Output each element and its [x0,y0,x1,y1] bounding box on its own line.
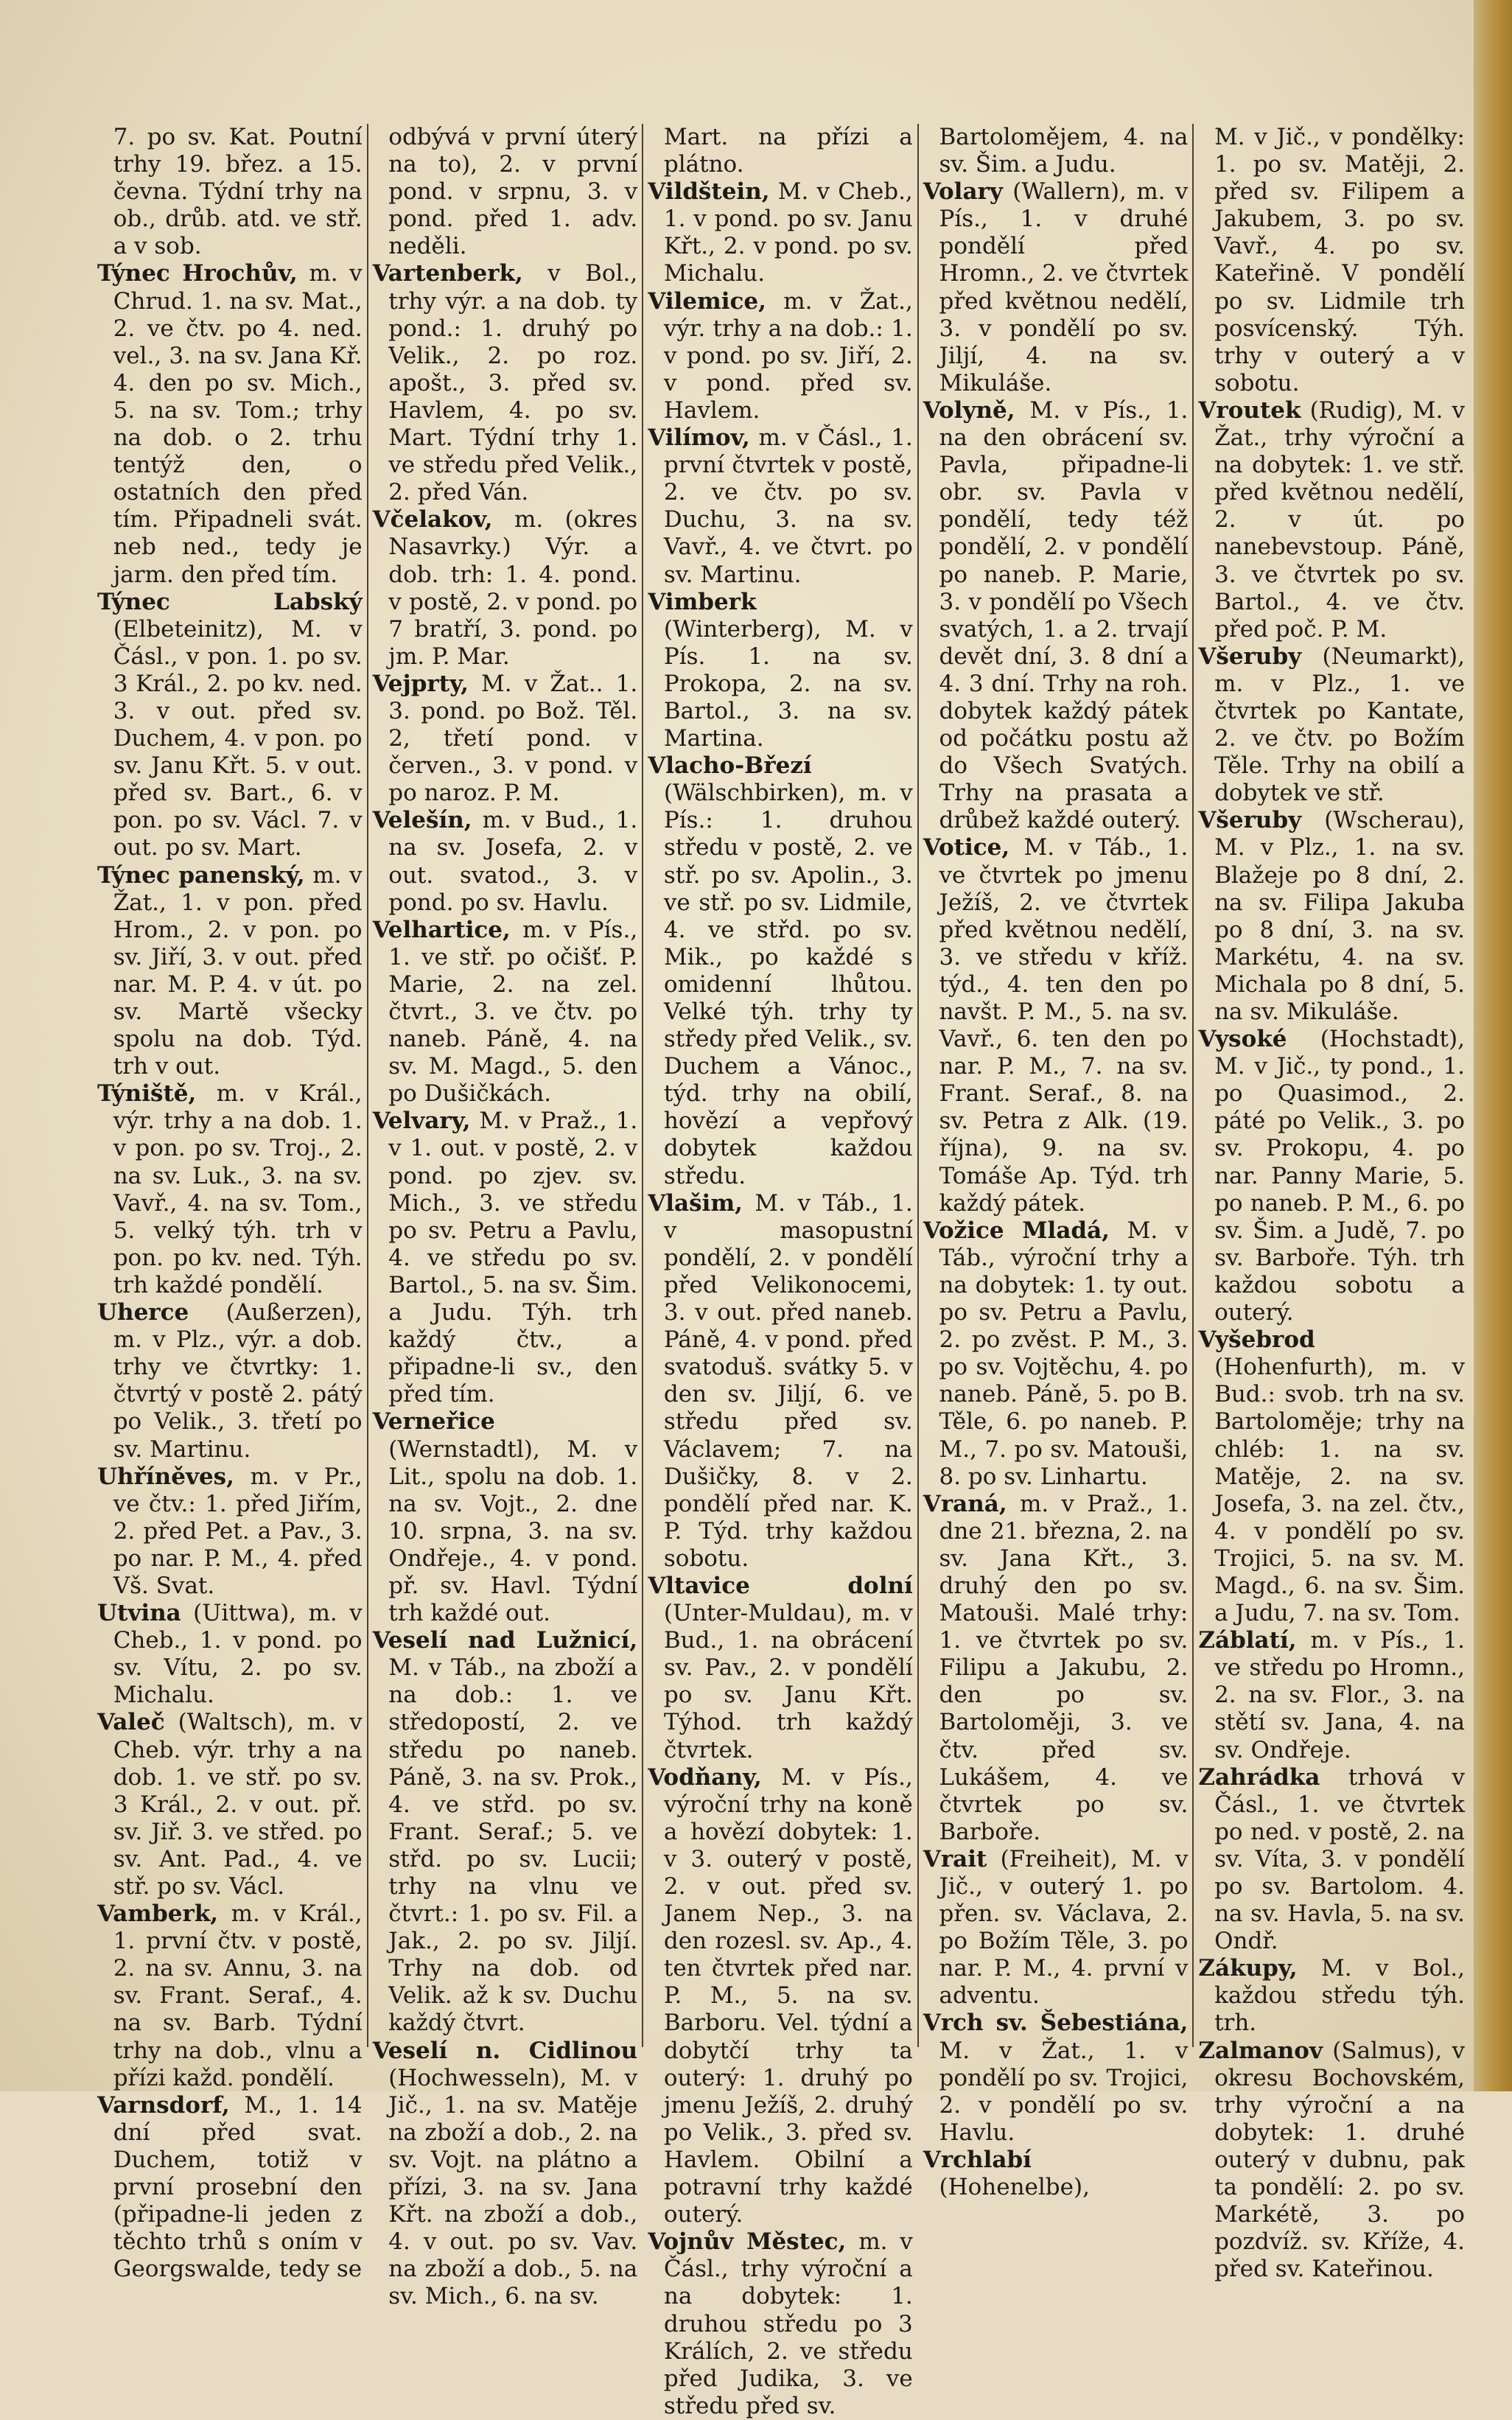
entry-text: M. v Táb., na zboží a na dob.: 1. ve středopostí, 2. ve středu po naneb. Páně, 3. na sv. Prok., 4. ve střd. po sv. Frant. Seraf.; 5. ve střd. po sv. Lucii; trhy na vlnu ve čtvrt.: 1. po sv. Fil. a Jak., 2. po sv. Jiljí. Trhy na dob. od Velik. až k sv. Duchu každý čtvrt. [388,1654,638,2037]
dictionary-entry [923,2146,1188,2201]
dictionary-entry [388,124,637,260]
entry-headword: Varnsdorf, [97,2091,230,2119]
entry-text: (Freiheit), M. v Jič., v outerý 1. po přen. sv. Václava, 2. po Božím Těle, 3. po nar. P. M., 4. první v adventu. [939,1845,1189,2010]
entry-headword: Utvina [97,1600,181,1627]
entry-headword: Záblatí, [1198,1627,1297,1654]
entry-text: m. v Pís., 1. ve středu po Hromn., 2. na sv. Flor., 3. na stětí sv. Jana, 4. na sv. Ondřeje. [1214,1627,1465,1763]
entry-text: 7. po sv. Kat. Poutní trhy 19. břez. a 15. čevna. Týdní trhy na ob., drůb. atd. ve stř. a v sob. [113,124,363,260]
dictionary-entry [648,752,913,1190]
entry-headword: Vildštein, [648,178,770,206]
dictionary-entry [1198,1026,1465,1326]
entry-headword: Vilemice, [648,287,766,315]
entry-headword: Vlašim, [648,1189,743,1217]
page-edge [1474,0,1512,2091]
column-5 [1194,124,1469,2283]
entry-text: Bartolomějem, 4. na sv. Šim. a Judu. [939,124,1189,178]
entry-text: M. v Pís., 1. na den obrácení sv. Pavla, připadne-li obr. sv. Pavla v pondělí, tedy též pondělí, 2. v pondělí po naneb. P. Marie, 3. v pondělí po Všech svatých, 1. a 2. trvají devět dní, 3. 8 dní a 4. 3 dní. Trhy na roh. dobytek každý pátek od počátku postu až do Všech Svatých. Trhy na prasata a drůbež každé outerý. [939,396,1189,834]
dictionary-entry [97,1900,363,2092]
entry-headword: Volary [923,178,1003,206]
text-columns [93,124,1469,2419]
entry-text: trhová v Čásl., 1. ve čtvrtek po ned. v postě, 2. na sv. Víta, 3. v pondělí po sv. Bartolom. 4. na sv. Havla, 5. na sv. Ondř. [1214,1763,1465,1955]
entry-text: M. v Bol., každou středu týh. trh. [1214,1955,1465,2037]
entry-headword: Zahrádka [1198,1763,1320,1791]
dictionary-entry [1214,124,1465,397]
entry-headword: Všeruby [1198,807,1302,834]
entry-headword: Votice, [923,834,1010,861]
entry-text: (Wallern), m. v Pís., 1. v druhé pondělí před Hromn., 2. ve čtvrtek před květnou nedělí, 3. v pondělí po sv. Jiljí, 4. na sv. Mikuláše. [939,178,1189,396]
dictionary-entry [648,1572,913,1764]
dictionary-entry [939,124,1188,178]
entry-text: m. v Chrud. 1. na sv. Mat., 2. ve čtv. po 4. ned. vel., 3. na sv. Jana Kř. 4. den po sv. Mich., 5. na sv. Tom.; trhy na dob. o 2. trhu tentýž den, o ostatních den před tím. Připadneli svát. neb ned., tedy je jarm. den před tím. [113,260,363,588]
entry-headword: Vlacho-Březí [648,752,812,780]
dictionary-entry [648,1763,913,2229]
entry-headword: Vodňany, [648,1763,762,1791]
column-1 [93,124,368,2283]
entry-text: (Rudig), M. v Žat., trhy výroční a na dobytek: 1. ve stř. před květnou nedělí, 2. v út. po nanebevstoup. Páně, 3. ve čtvrtek po sv. Bartol., 4. ve čtv. před poč. P. M. [1214,396,1465,643]
entry-text: m. v Pr., ve čtv.: 1. před Jiřím, 2. před Pet. a Pav., 3. po nar. P. M., 4. před Vš. Svat. [113,1463,363,1599]
entry-headword: Volyně, [923,396,1015,424]
dictionary-entry [372,260,638,506]
entry-text: (Hochstadt), M. v Jič., ty pond., 1. po Quasimod., 2. páté po Velik., 3. po sv. Prokopu, 4. po nar. Panny Marie, 5. po naneb. P. M., 6. po sv. Šim. a Judě, 7. po sv. Barboře. Týh. trh každou sobotu a outerý. [1214,1026,1465,1326]
dictionary-entry [1198,1326,1465,1627]
entry-text: M. v Praž., 1. v 1. out. v postě, 2. v pond. po zjev. sv. Mich., 3. ve středu po sv. Petru a Pavlu, 4. ve středu po sv. Bartol., 5. na sv. Šim. a Judu. Týh. trh každý čtv., a připadne-li sv., den před tím. [388,1108,638,1408]
entry-text: m. v Čásl., trhy výroční a na dobytek: 1. druhou středu po 3 Králích, 2. ve středu před Judika, 3. ve středu před sv. [663,2228,913,2419]
dictionary-entry [372,1408,638,1627]
dictionary-entry [372,506,638,671]
dictionary-entry [372,916,638,1108]
entry-headword: Zákupy, [1198,1955,1298,1982]
entry-headword: Vamberk, [97,1900,219,1928]
dictionary-entry [97,260,363,588]
entry-text: m. (okres Nasavrky.) Výr. a dob. trh: 1. 4. pond. v postě, 2. v pond. po 7 bratří, 3. pond. po jm. P. Mar. [388,506,638,670]
dictionary-entry [97,1463,363,1600]
entry-text: (Salmus), v okresu Bochovském, trhy výroční a na dobytek: 1. druhé outerý v dubnu, pak ta pondělí: 2. po sv. Markétě, 3. po pozdvíž. sv. Kříže, 4. před sv. Kateřinou. [1214,2037,1465,2283]
entry-headword: Vyšebrod [1198,1326,1315,1354]
dictionary-entry [1198,643,1465,808]
dictionary-entry [648,178,913,287]
entry-text: m. v Žat., 1. v pon. před Hrom., 2. v pon. po sv. Jiří, 3. v out. před nar. M. P. 4. v út. po sv. Martě všecky spolu na dob. Týd. trh v out. [113,861,363,1080]
dictionary-entry [923,1845,1189,2010]
dictionary-entry [648,424,913,589]
dictionary-entry [372,1627,638,2037]
entry-text: m. v Čásl., 1. první čtvrtek v postě, 2. ve čtv. po sv. Duchu, 3. na sv. Vavř., 4. ve čtvrt. po sv. Martinu. [663,424,913,588]
entry-text: Mart. na přízi a plátno. [663,124,913,178]
entry-headword: Vimberk [648,588,757,615]
dictionary-entry [1198,807,1465,1026]
entry-headword: Zalmanov [1198,2037,1323,2064]
dictionary-entry [97,2091,363,2284]
dictionary-entry [923,1217,1189,1491]
entry-headword: Uhříněves, [97,1463,234,1490]
dictionary-entry [1198,2037,1465,2284]
entry-text: m. v Král., výr. trhy a na dob. 1. v pon. po sv. Troj., 2. na sv. Luk., 3. na sv. Vavř., 4. na sv. Tom., 5. velký týh. trh v pon. po kv. ned. Týh. trh každé pondělí. [113,1080,363,1298]
entry-text: M. v Žat.. 1. 3. pond. po Bož. Těl. 2, třetí pond. v červen., 3. v pond. v po naroz. P. M. [388,670,638,807]
entry-headword: Vroutek [1198,396,1301,424]
entry-text: (Wscherau), M. v Plz., 1. na sv. Blažeje po 8 dní, 2. na sv. Filipa Jakuba po 8 dní, 3. na sv. Markétu, 4. na sv. Michala po 8 dní, 5. na sv. Mikuláše. [1214,807,1465,1025]
dictionary-entry [1198,1627,1465,1763]
entry-text: (Hohenelbe), [939,2174,1090,2201]
dictionary-entry [97,1299,363,1463]
dictionary-entry [97,588,363,862]
entry-text: (Uittwa), m. v Cheb., 1. v pond. po sv. Vítu, 2. po sv. Michalu. [113,1600,363,1709]
entry-text: (Elbeteinitz), M. v Čásl., v pon. 1. po sv. 3 Král., 2. po kv. ned. 3. v out. před sv. Duchem, 4. v pon. po sv. Janu Křt. 5. v out. před sv. Bart., 6. v pon. po sv. Václ. 7. v out. po sv. Mart. [113,615,363,861]
column-3 [643,124,919,2419]
entry-headword: Týnec Labský [97,588,363,615]
dictionary-entry [1198,1763,1465,1956]
dictionary-entry [648,287,913,424]
dictionary-entry [923,396,1189,835]
dictionary-entry [97,861,363,1081]
dictionary-entry [372,670,638,807]
entry-headword: Týnec Hrochův, [97,260,298,287]
dictionary-entry [1198,396,1465,643]
dictionary-entry [648,2228,913,2420]
entry-headword: Velhartice, [372,916,511,943]
entry-headword: Vrait [923,1845,987,1872]
entry-text: v Bol., trhy výr. a na dob. ty pond.: 1. druhý po Velik., 2. po roz. apošt., 3. před sv. Havlem, 4. po sv. Mart. Týdní trhy 1. ve středu před Velik., 2. před Ván. [388,260,638,506]
entry-text: M., 1. 14 dní před svat. Duchem, totiž v první prosební den (připadne-li jeden z těchto trhů s oním v Georgswalde, tedy se [113,2091,363,2283]
entry-text: m. v Praž., 1. dne 21. března, 2. na sv. Jana Křt., 3. druhý den po sv. Matouši. Malé trhy: 1. ve čtvrtek po sv. Filipu a Jakubu, 2. den po sv. Bartoloměji, 3. ve čtv. před sv. Lukášem, 4. ve čtvrtek po sv. Barboře. [939,1490,1189,1845]
dictionary-entry [923,2010,1189,2146]
entry-headword: Týniště, [97,1080,197,1108]
dictionary-entry [648,588,913,753]
entry-text: M. v Pís., výroční trhy na koně a hovězí dobytek: 1. v 3. outerý v postě, 2. v out. před sv. Janem Nep., 3. na den rozesl. sv. Ap., 4. ten čtvrtek před nar. P. M., 5. na sv. Barboru. Vel. týdní a dobytčí trhy ta outerý: 1. druhý po jmenu Ježíš, 2. druhý po Velik., 3. před sv. Havlem. Obilní a potravní trhy každé outerý. [663,1763,913,2228]
dictionary-entry [97,1709,363,1900]
entry-headword: Veselí nad Lužnicí, [372,1627,638,1654]
entry-text: m. v Žat., výr. trhy a na dob.: 1. v pond. po sv. Jiří, 2. v pond. před sv. Havlem. [663,287,913,424]
dictionary-entry [648,1189,913,1573]
entry-headword: Velvary, [372,1108,471,1135]
column-2 [368,124,644,2310]
dictionary-entry [1198,1955,1465,2037]
entry-headword: Vožice Mladá, [923,1217,1110,1244]
entry-headword: Valeč [97,1709,165,1736]
entry-headword: Vrchlabí [923,2146,1032,2173]
entry-headword: Vrch sv. Šebestiána, [923,2010,1189,2037]
dictionary-entry [923,178,1189,397]
entry-text: (Hohenfurth), m. v Bud.: svob. trh na sv. Bartoloměje; trhy na chléb: 1. na sv. Matěje, 2. na sv. Josefa, 3. na zel. čtv., 4. v pondělí po sv. Trojici, 5. na sv. M. Magd., 6. na sv. Šim. a Judu, 7. na sv. Tom. [1214,1354,1465,1627]
dictionary-entry [97,1080,363,1299]
dictionary-entry [113,124,363,260]
entry-text: m. v Bud., 1. na sv. Josefa, 2. v out. svatod., 3. v pond. po sv. Havlu. [388,807,638,916]
entry-headword: Vraná, [923,1490,1007,1517]
entry-text: M. v Táb., 1. ve čtvrtek po jmenu Ježíš, 2. ve čtvrtek před květnou nedělí, 3. ve středu v kříž. týd., 4. ten den po navšt. P. M., 5. na sv. Vavř., 6. ten den po nar. P. M., 7. na sv. Frant. Seraf., 8. na sv. Petra z Alk. (19. října), 9. na sv. Tomáše Ap. Týd. trh každý pátek. [939,834,1189,1217]
entry-headword: Velešín, [372,807,472,834]
dictionary-entry [923,1490,1189,1846]
entry-headword: Vartenberk, [372,260,523,287]
entry-text: odbývá v první úterý na to), 2. v první pond. v srpnu, 3. v pond. před 1. adv. neděli. [388,124,638,260]
entry-headword: Vysoké [1198,1026,1287,1053]
entry-text: (Wälschbirken), m. v Pís.: 1. druhou středu v postě, 2. ve stř. po sv. Apolin., 3. ve stř. po sv. Lidmile, 4. ve střd. po sv. Mik., po každé s omidenní lhůtou. Velké týh. trhy ty středy před Velik., sv. Duchem a Vánoc., týd. trhy na obilí, hovězí a vepřový dobytek každou středu. [663,780,913,1189]
entry-text: M. v Žat., 1. v pondělí po sv. Trojici, 2. v pondělí po sv. Havlu. [939,2037,1189,2146]
entry-headword: Včelakov, [372,506,493,534]
entry-text: M. v Táb., 1. v masopustní pondělí, 2. v pondělí před Velikonocemi, 3. v out. před naneb. Páně, 4. v pond. před svatoduš. svátky 5. v den sv. Jiljí, 6. ve středu před sv. Václavem; 7. na Dušičky, 8. v 2. pondělí před nar. K. P. Týd. trhy každou sobotu. [663,1189,913,1572]
entry-text: (Waltsch), m. v Cheb. výr. trhy a na dob. 1. ve stř. po sv. 3 Král., 2. v out. př. sv. Jiř. 3. ve střed. po sv. Ant. Pad., 4. ve stř. po sv. Václ. [113,1709,363,1900]
entry-headword: Vltavice dolní [648,1572,913,1599]
entry-text: (Wernstadtl), M. v Lit., spolu na dob. 1. na sv. Vojt., 2. dne 10. srpna, 3. na sv. Ondřeje., 4. v pond. př. sv. Havl. Týdní trh každé out. [388,1435,638,1627]
entry-headword: Vojnův Městec, [648,2228,847,2256]
entry-text: (Unter-Muldau), m. v Bud., 1. na obrácení sv. Pav., 2. v pondělí po sv. Janu Křt. Týhod. trh každý čtvrtek. [663,1600,913,1763]
dictionary-entry [372,1108,638,1408]
entry-text: (Hochwesseln), M. v Jič., 1. na sv. Matěje na zboží a dob., 2. na sv. Vojt. na plátno a přízi, 3. na sv. Jana Křt. na zboží a dob., 4. v out. po sv. Vav. na zboží a dob., 5. na sv. Mich., 6. na sv. [388,2064,638,2310]
entry-text: (Außerzen), m. v Plz., výr. a dob. trhy ve čtvrtky: 1. čtvrtý v postě 2. pátý po Velik., 3. třetí po sv. Martinu. [113,1299,363,1463]
entry-text: M. v Jič., v pondělky: 1. po sv. Matěji, 2. před sv. Filipem a Jakubem, 3. po sv. Vavř., 4. po sv. Kateřině. V pondělí po sv. Lidmile trh posvícenský. Týh. trhy v outerý a v sobotu. [1214,124,1465,396]
entry-text: m. v Pís., 1. ve stř. po očišť. P. Marie, 2. na zel. čtvrt., 3. ve čtv. po naneb. Páně, 4. na sv. M. Magd., 5. den po Dušičkách. [388,916,638,1108]
entry-headword: Veselí n. Cidlinou [372,2037,638,2064]
dictionary-entry [97,1600,363,1709]
dictionary-entry [664,124,913,178]
entry-headword: Vejprty, [372,670,469,697]
dictionary-entry [372,807,638,916]
dictionary-entry [923,834,1189,1217]
entry-text: (Neumarkt), m. v Plz., 1. ve čtvrtek po Kantate, 2. ve čtv. po Božím Těle. Trhy na obilí a dobytek ve stř. [1214,643,1465,807]
entry-headword: Verneřice [372,1408,495,1435]
entry-headword: Týnec panenský, [97,861,305,889]
entry-text: (Winterberg), M. v Pís. 1. na sv. Prokopa, 2. na sv. Bartol., 3. na sv. Martina. [663,615,913,752]
entry-text: M. v Cheb., 1. v pond. po sv. Janu Křt., 2. v pond. po sv. Michalu. [663,178,913,287]
entry-headword: Uherce [97,1299,189,1326]
entry-headword: Vilímov, [648,424,750,452]
dictionary-entry [372,2037,638,2311]
entry-text: m. v Král., 1. první čtv. v postě, 2. na sv. Annu, 3. na sv. Frant. Seraf., 4. na sv. Barb. Týdní trhy na dob., vlnu a přízi každ. pondělí. [113,1900,363,2091]
entry-headword: Všeruby [1198,643,1302,670]
column-4 [919,124,1194,2201]
entry-text: M. v Táb., výroční trhy a na dobytek: 1. ty out. po sv. Petru a Pavlu, 2. po zvěst. P. M., 3. po sv. Vojtěchu, 4. po naneb. Páně, 5. po B. Těle, 6. po naneb. P. M., 7. po sv. Matouši, 8. po sv. Linhartu. [939,1217,1189,1490]
